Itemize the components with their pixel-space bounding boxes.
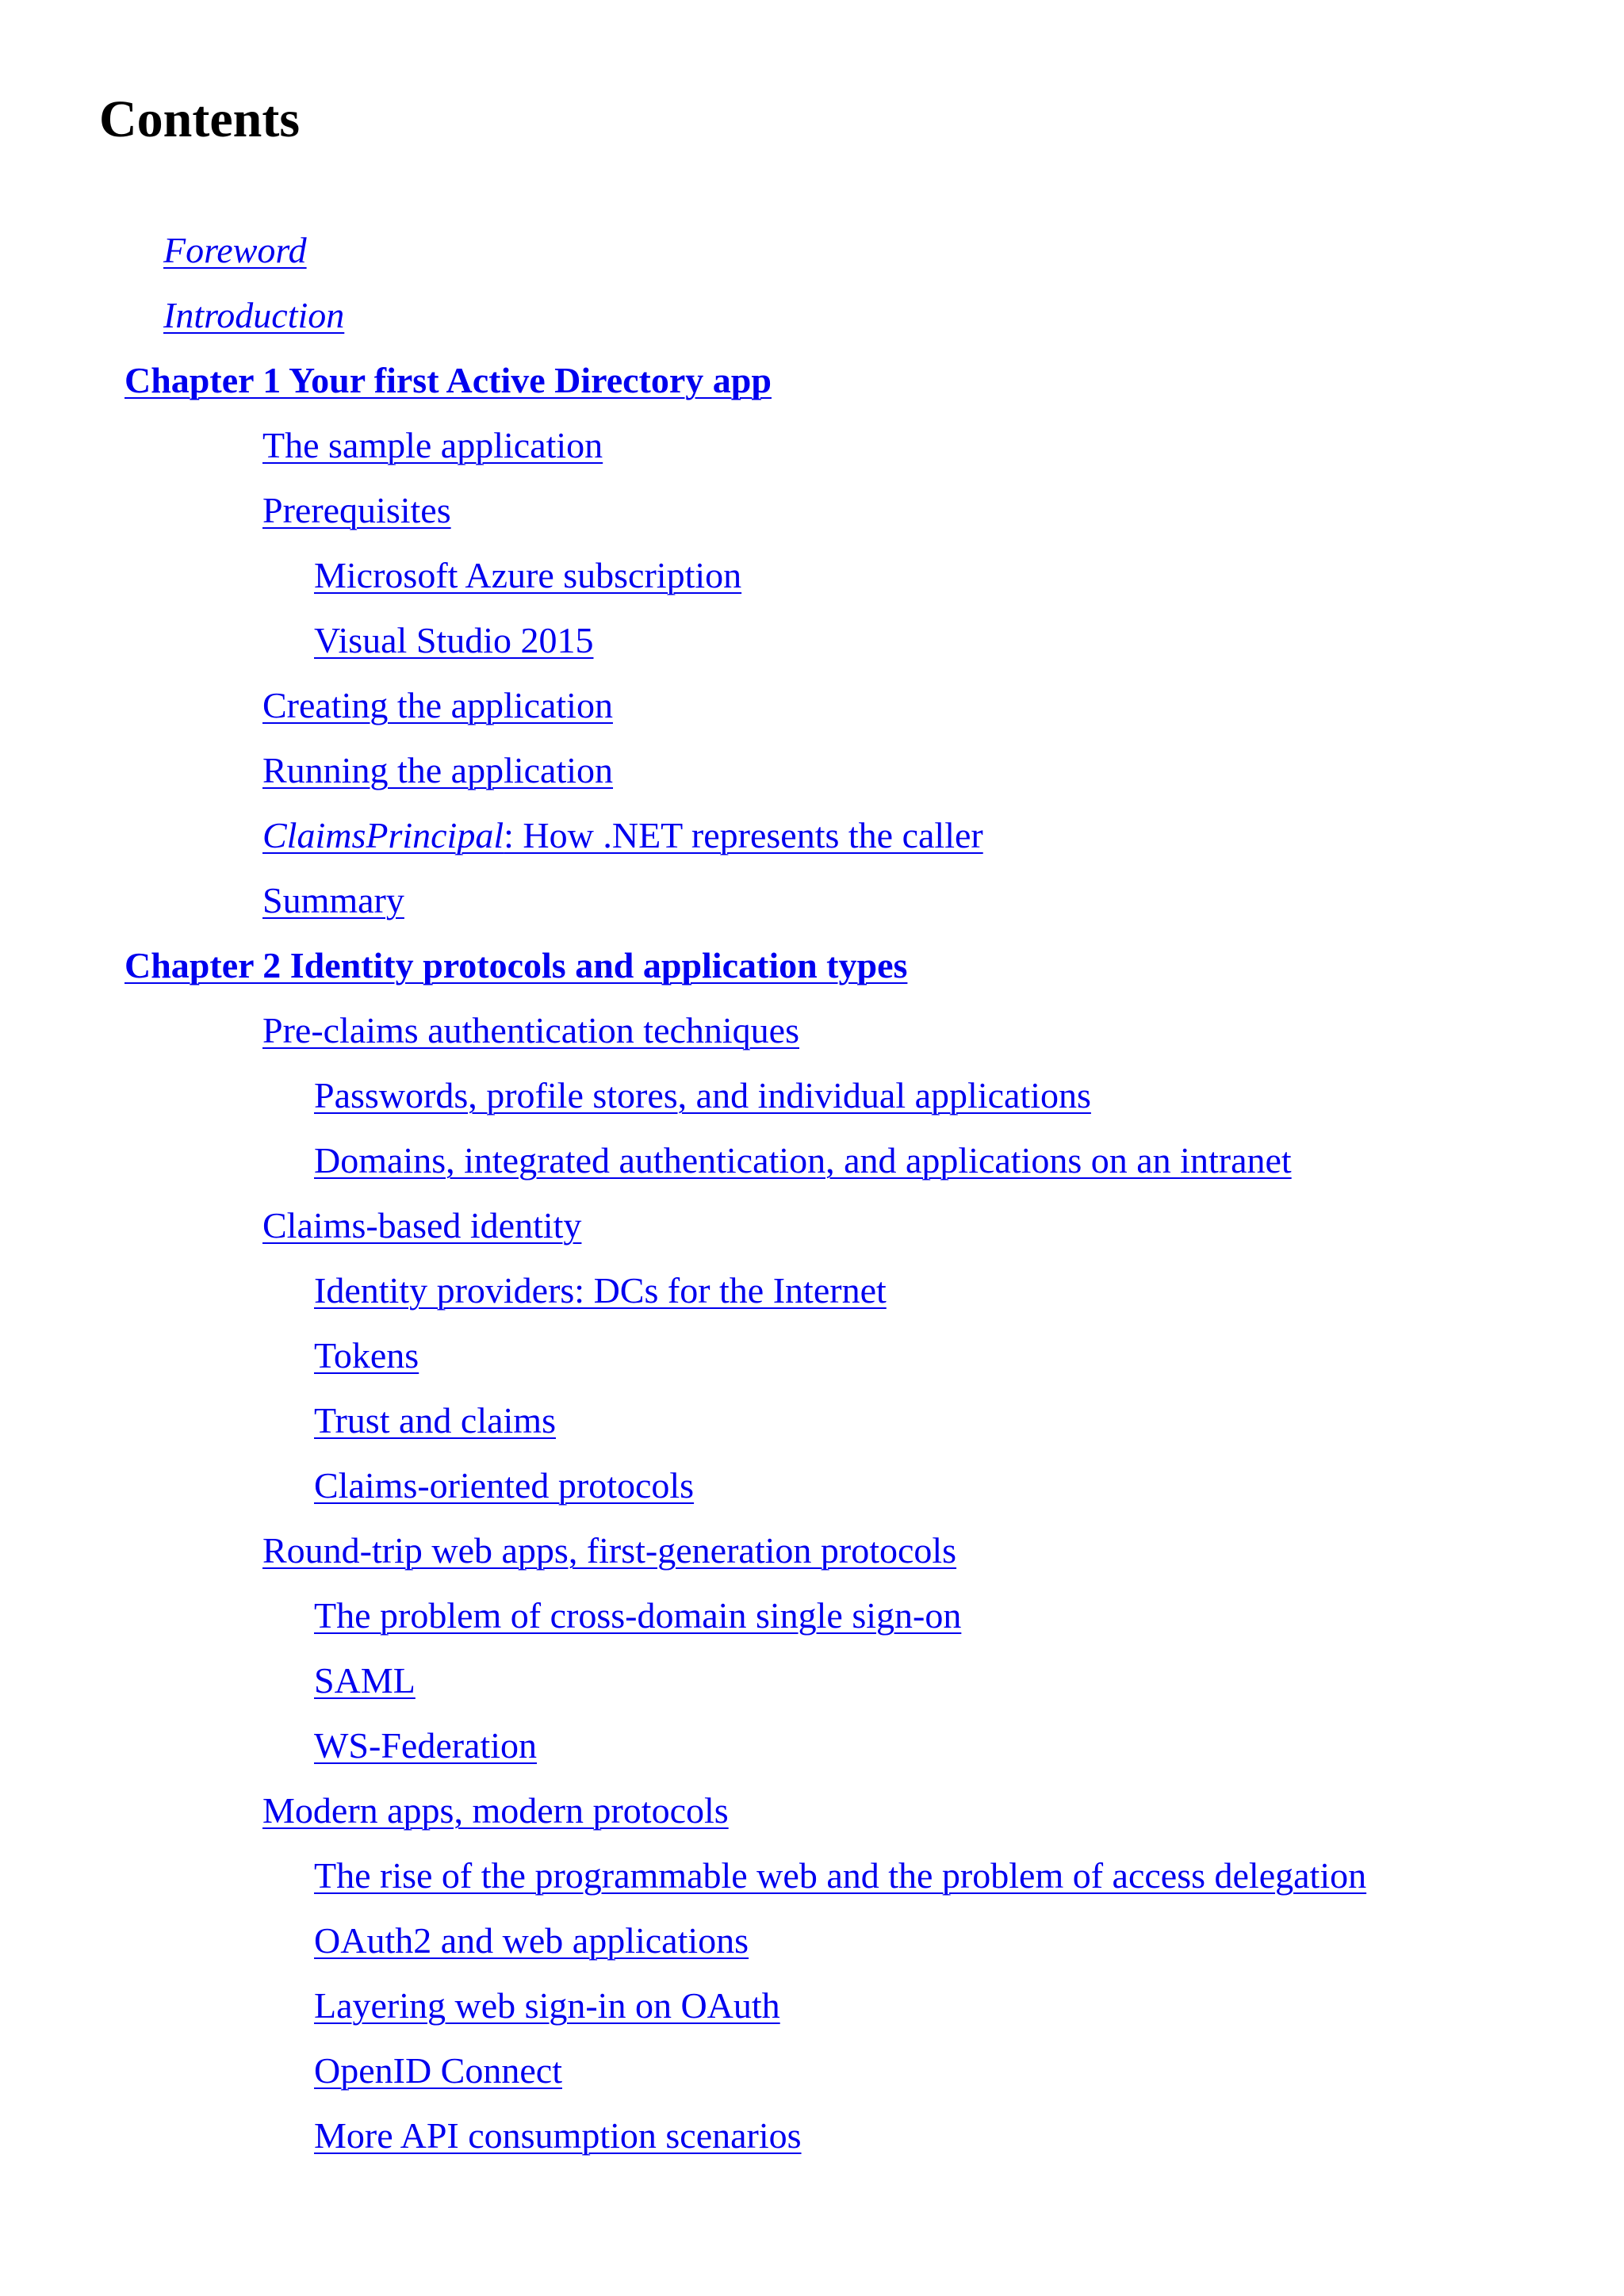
toc-link-chapter-2[interactable]: Chapter 2 Identity protocols and application types <box>124 945 908 985</box>
toc-link-round-trip-web-apps[interactable]: Round-trip web apps, first-generation protocols <box>262 1530 957 1571</box>
toc-link-tokens[interactable]: Tokens <box>314 1335 419 1376</box>
toc-link-claims-oriented-protocols[interactable]: Claims-oriented protocols <box>314 1465 695 1506</box>
toc-link-saml[interactable]: SAML <box>314 1660 416 1701</box>
toc-link-claimsprincipal-rest: : How .NET represents the caller <box>504 815 983 855</box>
toc-link-prerequisites[interactable]: Prerequisites <box>262 490 451 530</box>
toc-item-chapter-1 <box>0 355 1624 420</box>
toc-link-summary[interactable]: Summary <box>262 880 404 920</box>
toc-item-ws-federation <box>0 1720 1624 1785</box>
toc-link-programmable-web[interactable]: The rise of the programmable web and the problem of access delegation <box>314 1855 1367 1896</box>
toc-item-summary <box>0 875 1624 940</box>
toc-link-sample-application[interactable]: The sample application <box>262 425 603 465</box>
toc-link-visual-studio[interactable]: Visual Studio 2015 <box>314 620 594 660</box>
toc-item-openid-connect <box>0 2045 1624 2110</box>
toc-item-round-trip-web-apps <box>0 1525 1624 1590</box>
toc-link-claimsprincipal-italic: ClaimsPrincipal <box>262 815 504 855</box>
toc-link-cross-domain-sso[interactable]: The problem of cross-domain single sign-on <box>314 1595 962 1636</box>
toc-link-running-application[interactable]: Running the application <box>262 750 614 790</box>
toc-item-pre-claims <box>0 1005 1624 1070</box>
toc-item-domains-integrated-auth <box>0 1135 1624 1200</box>
toc-item-chapter-2 <box>0 940 1624 1005</box>
toc-item-saml <box>0 1655 1624 1720</box>
toc-link-creating-application[interactable]: Creating the application <box>262 685 613 725</box>
toc-link-domains-integrated-auth[interactable]: Domains, integrated authentication, and applications on an intranet <box>314 1140 1292 1181</box>
toc-link-chapter-1[interactable]: Chapter 1 Your first Active Directory app <box>124 360 772 400</box>
table-of-contents <box>0 225 1624 2175</box>
toc-item-foreword <box>0 225 1624 290</box>
toc-link-azure-subscription[interactable]: Microsoft Azure subscription <box>314 555 742 595</box>
toc-item-oauth2-web-apps <box>0 1915 1624 1980</box>
toc-link-passwords-profile-stores[interactable]: Passwords, profile stores, and individual applications <box>314 1075 1091 1115</box>
toc-item-trust-and-claims <box>0 1395 1624 1460</box>
toc-item-running-application <box>0 745 1624 810</box>
toc-item-programmable-web <box>0 1850 1624 1915</box>
toc-item-sample-application <box>0 420 1624 485</box>
toc-link-claimsprincipal[interactable] <box>262 815 983 855</box>
toc-item-layering-web-sign-in <box>0 1980 1624 2045</box>
toc-item-identity-providers <box>0 1265 1624 1330</box>
toc-link-modern-apps[interactable]: Modern apps, modern protocols <box>262 1790 729 1831</box>
toc-item-passwords-profile-stores <box>0 1070 1624 1135</box>
toc-item-creating-application <box>0 680 1624 745</box>
toc-item-prerequisites <box>0 485 1624 550</box>
toc-item-claimsprincipal <box>0 810 1624 875</box>
toc-item-claims-oriented-protocols <box>0 1460 1624 1525</box>
toc-item-azure-subscription <box>0 550 1624 615</box>
toc-link-openid-connect[interactable]: OpenID Connect <box>314 2050 562 2091</box>
toc-link-oauth2-web-apps[interactable]: OAuth2 and web applications <box>314 1920 749 1961</box>
toc-link-claims-based-identity[interactable]: Claims-based identity <box>262 1205 582 1246</box>
toc-link-trust-and-claims[interactable]: Trust and claims <box>314 1400 556 1441</box>
toc-link-layering-web-sign-in[interactable]: Layering web sign-in on OAuth <box>314 1985 780 2026</box>
toc-item-claims-based-identity <box>0 1200 1624 1265</box>
toc-item-cross-domain-sso <box>0 1590 1624 1655</box>
page-title: Contents <box>99 90 301 148</box>
toc-link-ws-federation[interactable]: WS-Federation <box>314 1725 538 1766</box>
toc-item-introduction <box>0 290 1624 355</box>
toc-link-introduction[interactable]: Introduction <box>163 295 345 335</box>
toc-link-foreword[interactable]: Foreword <box>163 230 307 270</box>
toc-item-visual-studio <box>0 615 1624 680</box>
toc-link-api-consumption[interactable]: More API consumption scenarios <box>314 2115 802 2156</box>
toc-item-tokens <box>0 1330 1624 1395</box>
toc-link-identity-providers[interactable]: Identity providers: DCs for the Internet <box>314 1270 887 1311</box>
toc-item-modern-apps <box>0 1785 1624 1850</box>
toc-item-api-consumption <box>0 2110 1624 2175</box>
toc-link-pre-claims[interactable]: Pre-claims authentication techniques <box>262 1010 799 1050</box>
